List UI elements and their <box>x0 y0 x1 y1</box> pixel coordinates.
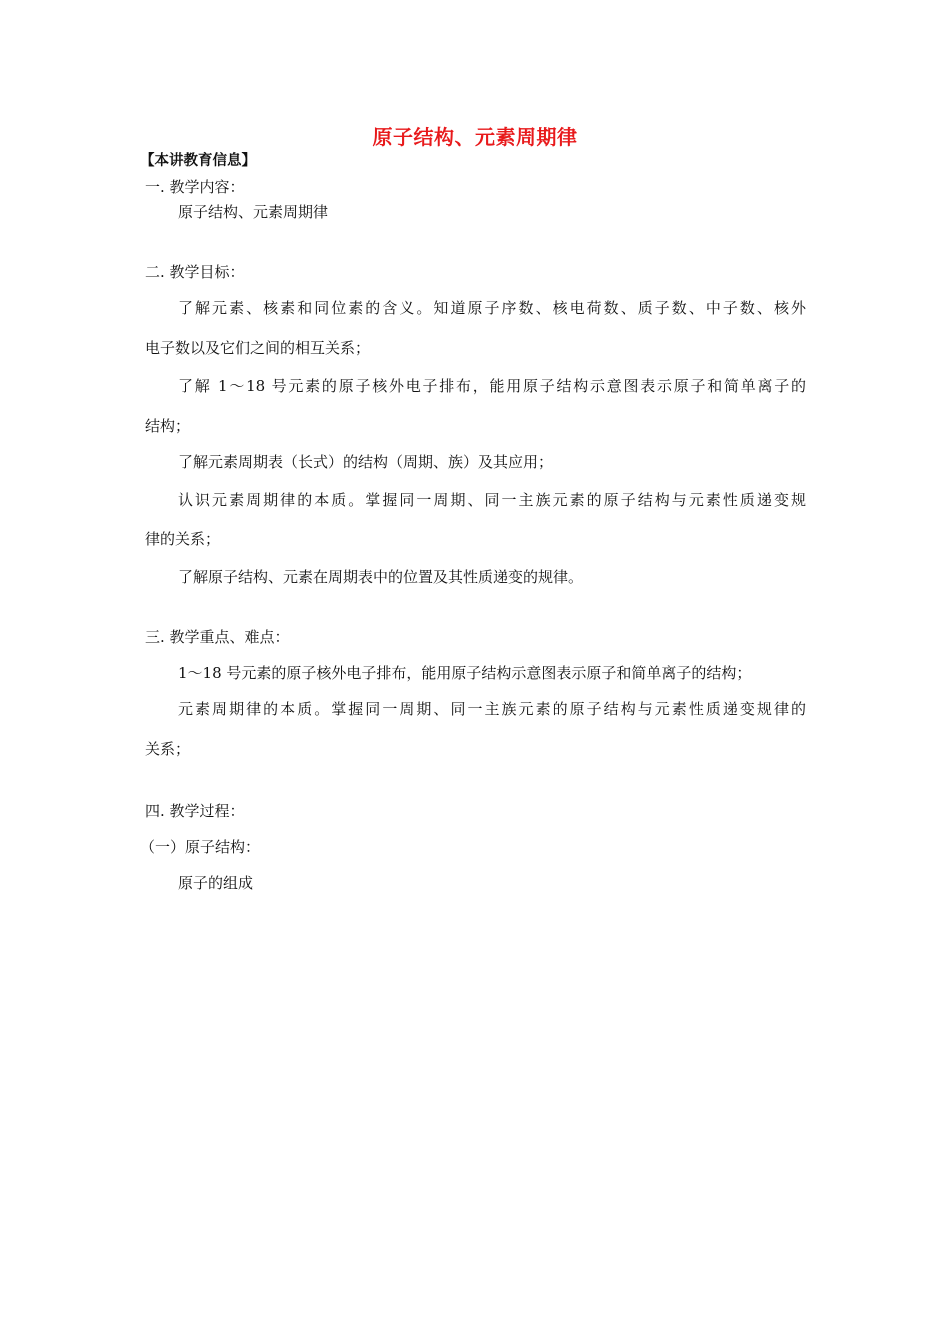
section-2-item-2-line-2: 结构； <box>145 417 191 435</box>
section-4-content: 原子的组成 <box>178 874 254 892</box>
section-2-heading: 二. 教学目标： <box>145 263 245 281</box>
section-4-subheading: （一）原子结构： <box>140 838 261 856</box>
section-1-content: 原子结构、元素周期律 <box>178 203 329 221</box>
section-2-item-5: 了解原子结构、元素在周期表中的位置及其性质递变的规律。 <box>178 568 584 586</box>
section-2-item-4-line-2: 律的关系； <box>145 530 221 548</box>
section-3-heading: 三. 教学重点、难点： <box>145 628 290 646</box>
section-2-item-3: 了解元素周期表（长式）的结构（周期、族）及其应用； <box>178 453 554 471</box>
section-3-item-2-line-2: 关系； <box>145 740 191 758</box>
section-4-heading: 四. 教学过程： <box>145 802 245 820</box>
section-2-item-1-line-1: 了解元素、核素和同位素的含义。知道原子序数、核电荷数、质子数、中子数、核外 <box>178 299 806 317</box>
section-2-item-2-line-1: 了解 1～18 号元素的原子核外电子排布，能用原子结构示意图表示原子和简单离子的 <box>178 377 806 395</box>
section-2-item-4-line-1: 认识元素周期律的本质。掌握同一周期、同一主族元素的原子结构与元素性质递变规 <box>178 491 806 509</box>
section-2-item-1-line-2: 电子数以及它们之间的相互关系； <box>145 339 371 357</box>
section-3-item-2-line-1: 元素周期律的本质。掌握同一周期、同一主族元素的原子结构与元素性质递变规律的 <box>178 700 806 718</box>
page-title: 原子结构、元素周期律 <box>372 125 578 149</box>
section-1-heading: 一. 教学内容： <box>145 178 245 196</box>
info-header: 【本讲教育信息】 <box>140 153 256 169</box>
section-3-item-1: 1～18 号元素的原子核外电子排布，能用原子结构示意图表示原子和简单离子的结构； <box>178 664 752 682</box>
